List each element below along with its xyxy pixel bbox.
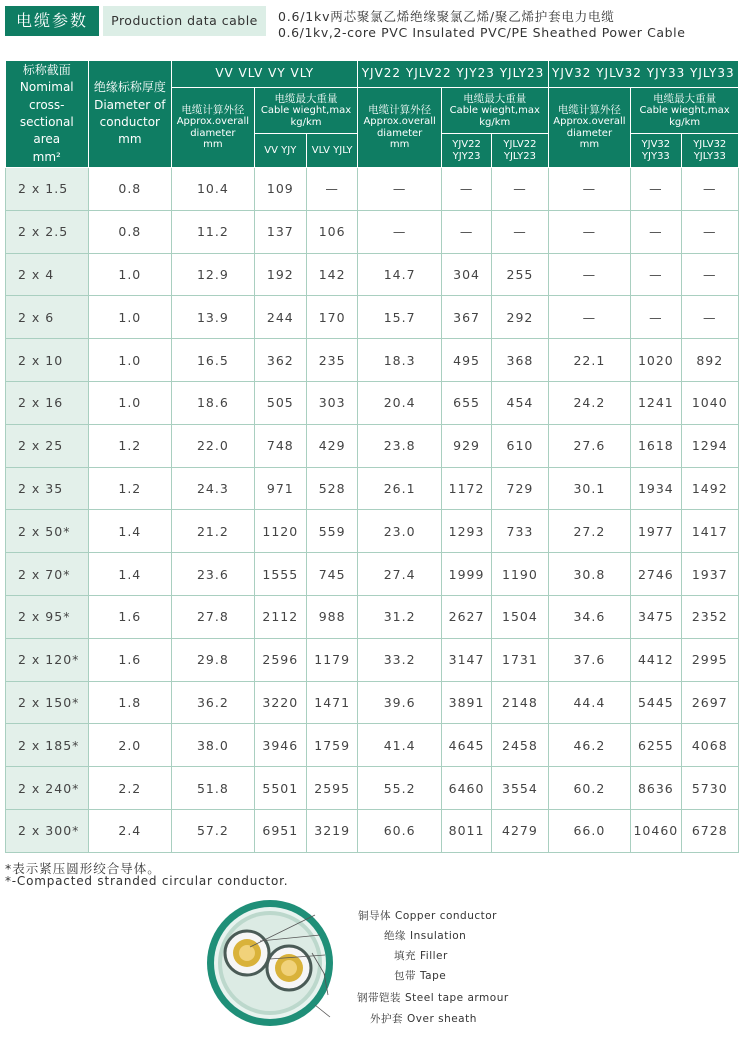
- conductor-left-core: [239, 945, 255, 961]
- section-cell: 2 x 25: [6, 424, 89, 467]
- cable-weight-header: [631, 88, 739, 134]
- cable-weight-en: Cable wieght,max kg/km: [639, 105, 730, 128]
- value-cell: 729: [492, 467, 548, 510]
- cable-weight-cn: 电缆最大重量: [274, 92, 338, 105]
- header-section-unit: mm²: [32, 149, 61, 164]
- value-cell: 12.9: [172, 253, 255, 296]
- value-cell: 109: [254, 168, 306, 211]
- table-body: [6, 168, 739, 853]
- value-cell: —: [548, 210, 631, 253]
- value-cell: 23.8: [358, 424, 442, 467]
- value-cell: 2.4: [88, 809, 172, 852]
- value-cell: 142: [306, 253, 357, 296]
- header-diameter-unit: mm: [118, 132, 142, 147]
- value-cell: 2595: [306, 767, 357, 810]
- label-insulation: [384, 928, 466, 943]
- cable-diagram-icon: [200, 895, 340, 1030]
- value-cell: 1.2: [88, 424, 172, 467]
- value-cell: 3946: [254, 724, 306, 767]
- value-cell: —: [631, 296, 681, 339]
- value-cell: 6255: [631, 724, 681, 767]
- value-cell: —: [548, 296, 631, 339]
- value-cell: 10.4: [172, 168, 255, 211]
- value-cell: 3891: [441, 681, 491, 724]
- value-cell: —: [492, 168, 548, 211]
- value-cell: 22.1: [548, 339, 631, 382]
- label-copper-conductor: [358, 908, 497, 923]
- value-cell: 46.2: [548, 724, 631, 767]
- overall-diameter-en: Approx.overall diameter: [363, 116, 436, 139]
- table-row: [6, 168, 739, 211]
- type-header: VV YJY: [254, 134, 306, 168]
- value-cell: 23.6: [172, 553, 255, 596]
- value-cell: 39.6: [358, 681, 442, 724]
- overall-diameter-header: [172, 88, 255, 168]
- value-cell: 15.7: [358, 296, 442, 339]
- header-section-cn: 标称截面: [22, 62, 71, 77]
- section-cell: 2 x 1.5: [6, 168, 89, 211]
- value-cell: —: [492, 210, 548, 253]
- value-cell: 66.0: [548, 809, 631, 852]
- value-cell: 18.3: [358, 339, 442, 382]
- value-cell: 5445: [631, 681, 681, 724]
- overall-diameter-header: [358, 88, 442, 168]
- value-cell: 244: [254, 296, 306, 339]
- section-cell: 2 x 300*: [6, 809, 89, 852]
- value-cell: 1977: [631, 510, 681, 553]
- value-cell: 929: [441, 424, 491, 467]
- value-cell: 1172: [441, 467, 491, 510]
- value-cell: 1294: [681, 424, 738, 467]
- label-en: Copper conductor: [395, 910, 498, 922]
- value-cell: 1.0: [88, 339, 172, 382]
- value-cell: 1937: [681, 553, 738, 596]
- value-cell: 2148: [492, 681, 548, 724]
- value-cell: 41.4: [358, 724, 442, 767]
- value-cell: 3219: [306, 809, 357, 852]
- value-cell: —: [681, 253, 738, 296]
- value-cell: 5730: [681, 767, 738, 810]
- value-cell: 6951: [254, 809, 306, 852]
- label-cn: 铜导体: [358, 910, 391, 922]
- group-header-2: YJV22 YJLV22 YJY23 YJLY23: [358, 61, 548, 88]
- value-cell: 368: [492, 339, 548, 382]
- value-cell: 16.5: [172, 339, 255, 382]
- value-cell: 2458: [492, 724, 548, 767]
- value-cell: —: [358, 210, 442, 253]
- title-chinese: 0.6/1kv两芯聚氯乙烯绝缘聚氯乙烯/聚乙烯护套电力电缆: [278, 9, 615, 24]
- table-row: [6, 767, 739, 810]
- value-cell: 8011: [441, 809, 491, 852]
- table-row: [6, 381, 739, 424]
- value-cell: 528: [306, 467, 357, 510]
- value-cell: 4412: [631, 638, 681, 681]
- value-cell: 30.1: [548, 467, 631, 510]
- footnote-cn: *表示紧压圆形绞合导体。: [5, 861, 161, 876]
- value-cell: —: [631, 168, 681, 211]
- type-header: YJLV32 YJLY33: [681, 134, 738, 168]
- label-tape: [394, 968, 446, 983]
- table-row: [6, 595, 739, 638]
- value-cell: 1934: [631, 467, 681, 510]
- value-cell: —: [681, 296, 738, 339]
- value-cell: 1.4: [88, 553, 172, 596]
- cable-weight-header: [254, 88, 358, 134]
- value-cell: 1.6: [88, 638, 172, 681]
- value-cell: 4645: [441, 724, 491, 767]
- section-cell: 2 x 10: [6, 339, 89, 382]
- table-row: [6, 809, 739, 852]
- value-cell: 610: [492, 424, 548, 467]
- header-diameter-cn: 绝缘标称厚度: [93, 80, 166, 95]
- value-cell: 2.0: [88, 724, 172, 767]
- value-cell: 23.0: [358, 510, 442, 553]
- value-cell: —: [631, 253, 681, 296]
- overall-diameter-cn: 电缆计算外径: [368, 104, 432, 117]
- value-cell: 37.6: [548, 638, 631, 681]
- value-cell: 3147: [441, 638, 491, 681]
- value-cell: 31.2: [358, 595, 442, 638]
- value-cell: 29.8: [172, 638, 255, 681]
- value-cell: 27.4: [358, 553, 442, 596]
- value-cell: 6728: [681, 809, 738, 852]
- cable-cross-section: [200, 895, 509, 1030]
- value-cell: 1731: [492, 638, 548, 681]
- value-cell: 27.2: [548, 510, 631, 553]
- overall-diameter-en: Approx.overall diameter: [553, 116, 626, 139]
- value-cell: 1179: [306, 638, 357, 681]
- value-cell: 60.2: [548, 767, 631, 810]
- value-cell: 3554: [492, 767, 548, 810]
- label-cn: 钢带铠装: [357, 992, 401, 1004]
- table-row: [6, 296, 739, 339]
- value-cell: 34.6: [548, 595, 631, 638]
- header-diameter: [88, 61, 172, 168]
- section-cell: 2 x 95*: [6, 595, 89, 638]
- section-cell: 2 x 120*: [6, 638, 89, 681]
- value-cell: 24.2: [548, 381, 631, 424]
- value-cell: 20.4: [358, 381, 442, 424]
- section-cell: 2 x 150*: [6, 681, 89, 724]
- value-cell: 892: [681, 339, 738, 382]
- value-cell: 2112: [254, 595, 306, 638]
- value-cell: 21.2: [172, 510, 255, 553]
- label-en: Filler: [420, 950, 448, 962]
- value-cell: 192: [254, 253, 306, 296]
- label-cn: 包带: [394, 970, 416, 982]
- value-cell: —: [358, 168, 442, 211]
- value-cell: 1241: [631, 381, 681, 424]
- cable-weight-cn: 电缆最大重量: [463, 92, 527, 105]
- value-cell: 2697: [681, 681, 738, 724]
- label-filler: [394, 948, 448, 963]
- conductor-right-core: [281, 960, 297, 976]
- table-row: [6, 638, 739, 681]
- value-cell: 1.6: [88, 595, 172, 638]
- header-section-en: Nomimal cross-sectional area: [19, 80, 74, 147]
- value-cell: 38.0: [172, 724, 255, 767]
- cable-weight-en: Cable wieght,max kg/km: [260, 105, 352, 128]
- type-header: YJLV22 YJLY23: [492, 134, 548, 168]
- group-header-3: YJV32 YJLV32 YJY33 YJLY33: [548, 61, 738, 88]
- section-cell: 2 x 50*: [6, 510, 89, 553]
- value-cell: 748: [254, 424, 306, 467]
- header-tag: 电缆参数: [5, 6, 99, 36]
- value-cell: 733: [492, 510, 548, 553]
- value-cell: 2596: [254, 638, 306, 681]
- value-cell: 60.6: [358, 809, 442, 852]
- title-english: 0.6/1kv,2-core PVC Insulated PVC/PE Sheathed Power Cable: [278, 25, 686, 40]
- label-en: Insulation: [410, 930, 467, 942]
- label-en: Steel tape armour: [405, 992, 509, 1004]
- value-cell: 1.4: [88, 510, 172, 553]
- value-cell: 51.8: [172, 767, 255, 810]
- value-cell: 5501: [254, 767, 306, 810]
- value-cell: 18.6: [172, 381, 255, 424]
- table-row: [6, 467, 739, 510]
- value-cell: 1.2: [88, 467, 172, 510]
- value-cell: 0.8: [88, 168, 172, 211]
- cable-weight-header: [441, 88, 548, 134]
- value-cell: —: [631, 210, 681, 253]
- value-cell: 1492: [681, 467, 738, 510]
- value-cell: 1504: [492, 595, 548, 638]
- value-cell: 0.8: [88, 210, 172, 253]
- value-cell: 26.1: [358, 467, 442, 510]
- section-cell: 2 x 185*: [6, 724, 89, 767]
- label-en: Over sheath: [407, 1013, 477, 1025]
- value-cell: 6460: [441, 767, 491, 810]
- header-diameter-en: Diameter of conductor: [94, 97, 166, 129]
- value-cell: 2746: [631, 553, 681, 596]
- value-cell: 1999: [441, 553, 491, 596]
- value-cell: 1190: [492, 553, 548, 596]
- table-row: [6, 724, 739, 767]
- value-cell: 559: [306, 510, 357, 553]
- value-cell: 1.0: [88, 296, 172, 339]
- overall-diameter-unit: mm: [203, 139, 223, 151]
- type-header: VLV YJLY: [306, 134, 357, 168]
- table-row: [6, 681, 739, 724]
- value-cell: 1.0: [88, 381, 172, 424]
- label-en: Tape: [420, 970, 447, 982]
- value-cell: 44.4: [548, 681, 631, 724]
- value-cell: 57.2: [172, 809, 255, 852]
- table-row: [6, 553, 739, 596]
- section-cell: 2 x 240*: [6, 767, 89, 810]
- section-cell: 2 x 70*: [6, 553, 89, 596]
- value-cell: 14.7: [358, 253, 442, 296]
- value-cell: 971: [254, 467, 306, 510]
- value-cell: 1120: [254, 510, 306, 553]
- section-cell: 2 x 4: [6, 253, 89, 296]
- value-cell: 30.8: [548, 553, 631, 596]
- cable-spec-table: [5, 60, 739, 853]
- value-cell: 4068: [681, 724, 738, 767]
- overall-diameter-unit: mm: [389, 139, 410, 151]
- value-cell: 495: [441, 339, 491, 382]
- section-cell: 2 x 2.5: [6, 210, 89, 253]
- cable-weight-en: Cable wieght,max kg/km: [449, 105, 540, 128]
- header-subtitle: Production data cable: [103, 6, 266, 36]
- header-section: [6, 61, 89, 168]
- section-cell: 2 x 35: [6, 467, 89, 510]
- table-row: [6, 424, 739, 467]
- overall-diameter-cn: 电缆计算外径: [557, 104, 621, 117]
- value-cell: 170: [306, 296, 357, 339]
- value-cell: 27.8: [172, 595, 255, 638]
- value-cell: 292: [492, 296, 548, 339]
- value-cell: 1020: [631, 339, 681, 382]
- value-cell: 13.9: [172, 296, 255, 339]
- value-cell: 1618: [631, 424, 681, 467]
- section-cell: 2 x 16: [6, 381, 89, 424]
- overall-diameter-unit: mm: [579, 139, 600, 151]
- value-cell: 255: [492, 253, 548, 296]
- label-over-sheath: [370, 1011, 477, 1026]
- value-cell: 1555: [254, 553, 306, 596]
- value-cell: —: [441, 210, 491, 253]
- value-cell: —: [681, 210, 738, 253]
- value-cell: 1759: [306, 724, 357, 767]
- table-row: [6, 253, 739, 296]
- value-cell: 2627: [441, 595, 491, 638]
- value-cell: —: [681, 168, 738, 211]
- value-cell: 303: [306, 381, 357, 424]
- value-cell: 10460: [631, 809, 681, 852]
- cable-weight-cn: 电缆最大重量: [653, 92, 717, 105]
- value-cell: 33.2: [358, 638, 442, 681]
- value-cell: 2995: [681, 638, 738, 681]
- label-cn: 绝缘: [384, 930, 406, 942]
- value-cell: 745: [306, 553, 357, 596]
- value-cell: 1.0: [88, 253, 172, 296]
- value-cell: —: [306, 168, 357, 211]
- value-cell: 36.2: [172, 681, 255, 724]
- value-cell: 106: [306, 210, 357, 253]
- value-cell: 235: [306, 339, 357, 382]
- value-cell: 454: [492, 381, 548, 424]
- table-row: [6, 210, 739, 253]
- value-cell: 22.0: [172, 424, 255, 467]
- overall-diameter-en: Approx.overall diameter: [176, 116, 250, 139]
- value-cell: —: [548, 253, 631, 296]
- value-cell: 11.2: [172, 210, 255, 253]
- overall-diameter-cn: 电缆计算外径: [181, 104, 245, 117]
- value-cell: 505: [254, 381, 306, 424]
- value-cell: 2352: [681, 595, 738, 638]
- overall-diameter-header: [548, 88, 631, 168]
- value-cell: 655: [441, 381, 491, 424]
- table-row: [6, 510, 739, 553]
- value-cell: 8636: [631, 767, 681, 810]
- value-cell: 24.3: [172, 467, 255, 510]
- group-header-1: VV VLV VY VLY: [172, 61, 358, 88]
- value-cell: 1040: [681, 381, 738, 424]
- value-cell: 367: [441, 296, 491, 339]
- value-cell: 1471: [306, 681, 357, 724]
- value-cell: 1.8: [88, 681, 172, 724]
- label-steel-tape: [357, 990, 509, 1005]
- value-cell: 2.2: [88, 767, 172, 810]
- footnote-en: *-Compacted stranded circular conductor.: [5, 874, 289, 888]
- value-cell: 3475: [631, 595, 681, 638]
- type-header: YJV22 YJY23: [441, 134, 491, 168]
- label-cn: 填充: [394, 950, 416, 962]
- value-cell: 362: [254, 339, 306, 382]
- value-cell: —: [548, 168, 631, 211]
- value-cell: 988: [306, 595, 357, 638]
- section-cell: 2 x 6: [6, 296, 89, 339]
- value-cell: 137: [254, 210, 306, 253]
- value-cell: 304: [441, 253, 491, 296]
- value-cell: —: [441, 168, 491, 211]
- value-cell: 1293: [441, 510, 491, 553]
- value-cell: 27.6: [548, 424, 631, 467]
- type-header: YJV32 YJY33: [631, 134, 681, 168]
- value-cell: 4279: [492, 809, 548, 852]
- value-cell: 3220: [254, 681, 306, 724]
- table-row: [6, 339, 739, 382]
- value-cell: 429: [306, 424, 357, 467]
- value-cell: 1417: [681, 510, 738, 553]
- label-cn: 外护套: [370, 1013, 403, 1025]
- value-cell: 55.2: [358, 767, 442, 810]
